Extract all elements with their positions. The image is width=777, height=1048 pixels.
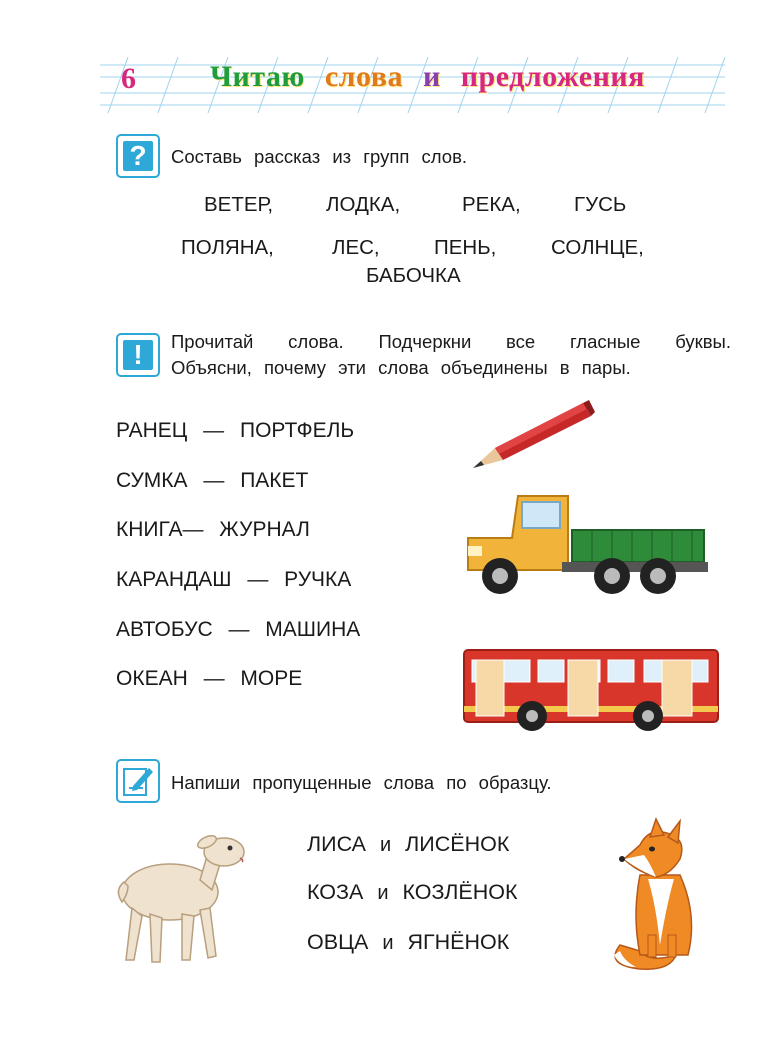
sample-1-word-b: ЛИСЁНОК bbox=[405, 832, 510, 856]
sample-1-and: и bbox=[379, 834, 392, 856]
exclamation-icon: ! bbox=[116, 333, 160, 377]
sample-3-and: и bbox=[382, 932, 394, 954]
truck-illustration bbox=[462, 490, 708, 600]
word-lodka: ЛОДКА, bbox=[326, 193, 401, 216]
sample-3-word-b: ЯГНЁНОК bbox=[407, 930, 510, 954]
task2-instruction bbox=[171, 329, 731, 381]
sample-2-word-a: КОЗА bbox=[307, 880, 364, 904]
word-veter: ВЕТЕР, bbox=[204, 193, 274, 216]
task3-instruction: Напиши пропущенные слова по образцу. bbox=[171, 772, 552, 793]
pair-6: ОКЕАН — МОРЕ bbox=[116, 667, 303, 690]
fox-illustration bbox=[610, 815, 710, 975]
sample-row-3 bbox=[307, 930, 509, 955]
pencil-illustration bbox=[465, 398, 595, 472]
pair-5: АВТОБУС — МАШИНА bbox=[116, 618, 361, 641]
page-title bbox=[210, 60, 665, 94]
pencil-write-icon bbox=[116, 759, 160, 803]
lamb-illustration bbox=[112, 820, 254, 970]
word-polyana: ПОЛЯНА, bbox=[181, 236, 274, 259]
bus-illustration bbox=[462, 646, 722, 736]
pair-4: КАРАНДАШ — РУЧКА bbox=[116, 568, 352, 591]
word-pen: ПЕНЬ, bbox=[434, 236, 497, 259]
title-word-4: предложения bbox=[460, 60, 645, 93]
title-word-1: Читаю bbox=[210, 60, 305, 93]
sample-row-2 bbox=[307, 880, 518, 905]
title-word-3: и bbox=[422, 60, 441, 93]
page-number: 6 bbox=[121, 62, 136, 95]
word-babochka: БАБОЧКА bbox=[366, 264, 461, 287]
sample-row-1 bbox=[307, 832, 509, 857]
sample-2-word-b: КОЗЛЁНОК bbox=[402, 880, 518, 904]
pencil-write-glyph-icon bbox=[121, 764, 155, 798]
pair-3: КНИГА— ЖУРНАЛ bbox=[116, 518, 310, 541]
pair-2: СУМКА — ПАКЕТ bbox=[116, 469, 309, 492]
pair-1: РАНЕЦ — ПОРТФЕЛЬ bbox=[116, 419, 355, 442]
task2-instruction-line2: Объясни, почему эти слова объединены в пары. bbox=[171, 357, 631, 378]
sample-1-word-a: ЛИСА bbox=[307, 832, 366, 856]
task2-instruction-line1: Прочитай слова. Подчеркни все гласные буквы. bbox=[171, 331, 731, 352]
question-icon: ? bbox=[116, 134, 160, 178]
sample-3-word-a: ОВЦА bbox=[307, 930, 369, 954]
word-les: ЛЕС, bbox=[332, 236, 380, 259]
sample-2-and: и bbox=[377, 882, 389, 904]
word-solntse: СОЛНЦЕ, bbox=[551, 236, 644, 259]
title-word-2: слова bbox=[324, 60, 403, 93]
task1-instruction: Составь рассказ из групп слов. bbox=[171, 146, 468, 167]
word-reka: РЕКА, bbox=[462, 193, 521, 216]
word-gus: ГУСЬ bbox=[574, 193, 627, 216]
